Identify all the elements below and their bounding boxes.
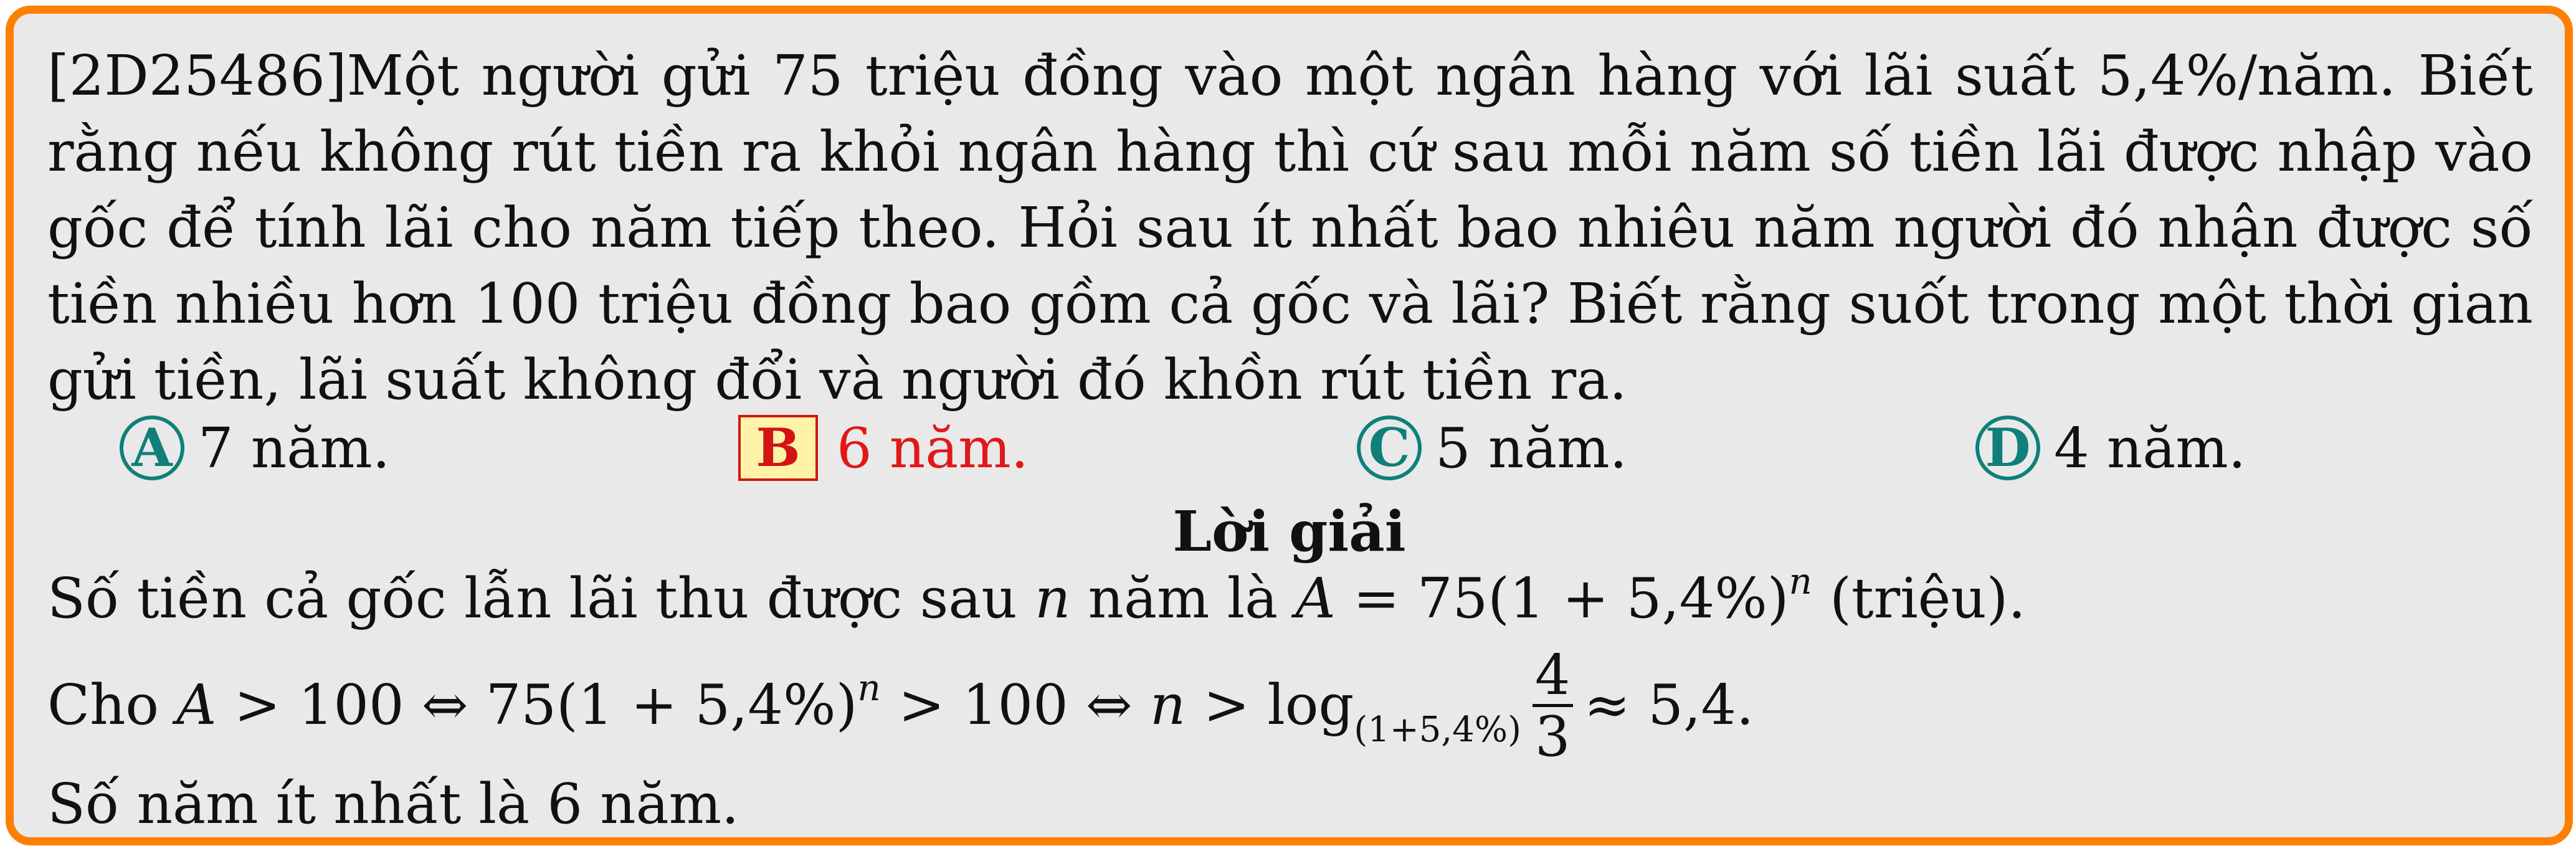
choice-a-label: A xyxy=(120,416,184,480)
choice-d-text: 4 năm. xyxy=(2054,416,2246,480)
choice-c-label: C xyxy=(1357,416,1422,480)
log-base: (1+5,4%) xyxy=(1354,710,1521,750)
solution-line-2-part1: > 100 ⇔ 75(1 + 5,4%) xyxy=(216,672,858,737)
question-card xyxy=(6,6,2573,845)
solution-line-2-part2: > 100 ⇔ xyxy=(880,672,1150,737)
choice-c[interactable] xyxy=(1357,414,1627,482)
solution-line-1-expr: = 75(1 + 5,4%) xyxy=(1335,566,1789,630)
fraction xyxy=(1533,642,1573,769)
solution-line-1 xyxy=(47,560,2026,630)
fraction-denominator: 3 xyxy=(1534,704,1571,769)
choice-a-text: 7 năm. xyxy=(198,416,390,480)
solution-line-1-mid: năm là xyxy=(1070,566,1296,630)
solution-line-1-suffix: (triệu). xyxy=(1812,566,2026,630)
question-text xyxy=(47,37,2533,417)
choice-d-label: D xyxy=(1975,416,2040,480)
var-n: n xyxy=(1149,672,1186,737)
fraction-numerator: 4 xyxy=(1533,645,1573,707)
solution-line-2-result: ≈ 5,4. xyxy=(1584,672,1754,737)
choice-a[interactable] xyxy=(120,414,390,482)
var-a: A xyxy=(1295,566,1336,630)
exponent-n: n xyxy=(857,667,881,709)
solution-title: Lời giải xyxy=(1172,498,1406,564)
solution-line-2-prefix: Cho xyxy=(47,672,177,737)
choice-c-text: 5 năm. xyxy=(1435,416,1627,480)
solution-line-3: Số năm ít nhất là 6 năm. xyxy=(47,771,739,836)
exponent-n: n xyxy=(1789,560,1812,602)
solution-line-1-prefix: Số tiền cả gốc lẫn lãi thu được sau xyxy=(47,566,1035,630)
var-a: A xyxy=(176,672,217,737)
solution-line-2 xyxy=(47,642,1754,769)
question-id: [2D25486] xyxy=(47,43,347,108)
choice-b[interactable] xyxy=(738,414,1029,482)
choice-b-label: B xyxy=(738,415,818,481)
question-body: Một người gửi 75 triệu đồng vào một ngân hàng với lãi suất 5,4%/năm. Biết rằng nếu không rút tiền ra khỏi ngân hàng thì cứ sau mỗi năm số tiền lãi được nhập vào gốc để tính lãi cho năm tiếp theo. Hỏi sau ít nhất bao nhiêu năm người đó nhận được số tiền nhiều hơn 100 triệu đồng bao gồm cả gốc và lãi? Biết rằng suốt trong một thời gian gửi tiền, lãi suất không đổi và người đó khồn rút tiền ra. xyxy=(47,43,2533,412)
solution-line-2-log: > log xyxy=(1186,672,1354,737)
choice-d[interactable] xyxy=(1975,414,2246,482)
choice-b-text: 6 năm. xyxy=(837,416,1029,480)
var-n: n xyxy=(1035,566,1071,630)
